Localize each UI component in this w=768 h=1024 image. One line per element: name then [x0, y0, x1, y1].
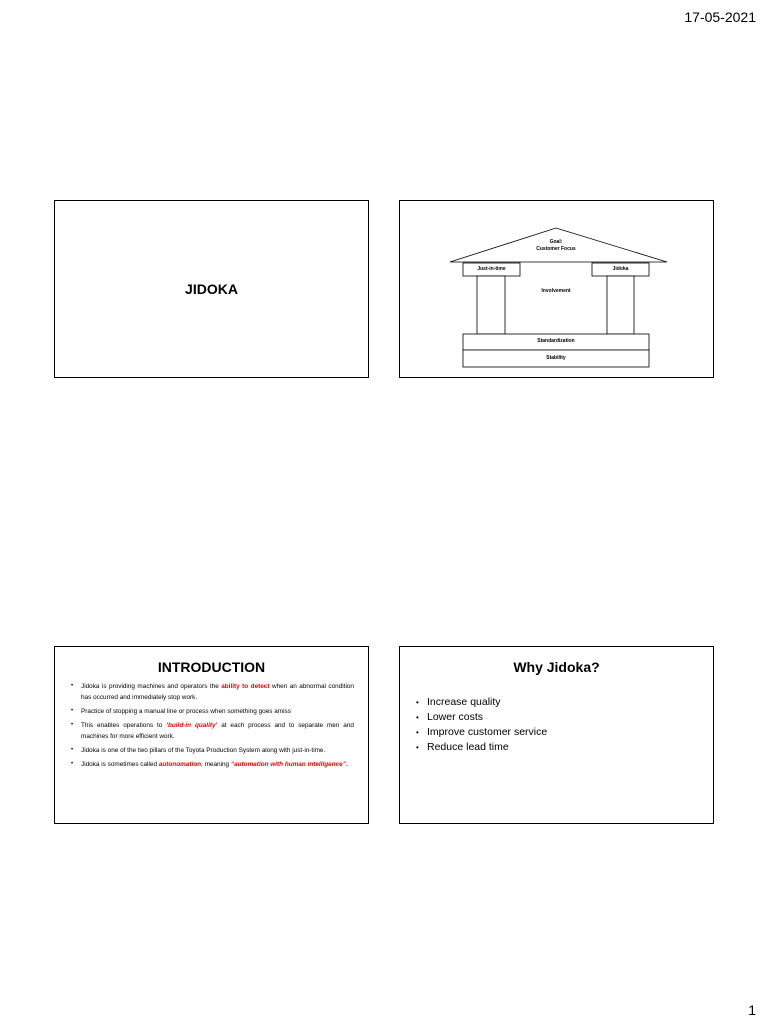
list-item: • Jidoka is providing machines and operators the ability to detect when an abnormal condition has occurred and immediately stop work. — [71, 681, 354, 703]
intro-bullet-list — [55, 681, 368, 770]
slide-why-jidoka — [399, 646, 714, 824]
list-item: • Lower costs — [416, 710, 713, 725]
standardization-label: Standardization — [537, 338, 575, 344]
slide-house-diagram — [399, 200, 714, 378]
list-item: • This enables operations to ‘build-in quality’ at each process and to separate men and machines for more efficient work. — [71, 720, 354, 742]
involvement-label: Involvement — [541, 288, 571, 294]
jidoka-label: Jidoka — [612, 266, 629, 272]
list-item: • Jidoka is sometimes called autonomation, meaning “automation with human intelligence”. — [71, 759, 354, 770]
stability-label: Stability — [546, 355, 566, 361]
list-item: • Improve customer service — [416, 725, 713, 740]
slide-title: Why Jidoka? — [513, 659, 600, 675]
why-bullet-list — [400, 695, 713, 755]
slide-title: INTRODUCTION — [157, 659, 266, 675]
slide-title: JIDOKA — [185, 281, 238, 297]
slide-introduction — [54, 646, 369, 824]
list-item: • Reduce lead time — [416, 740, 713, 755]
right-pillar — [607, 276, 634, 334]
list-item: • Practice of stopping a manual line or process when something goes amiss — [71, 706, 354, 717]
list-item: • Jidoka is one of the two pillars of the Toyota Production System along with just-in-time. — [71, 745, 354, 756]
just-in-time-label: Just-in-time — [477, 266, 506, 272]
left-pillar — [477, 276, 505, 334]
goal-label: Goal: Customer Focus — [536, 239, 576, 252]
page-date: 17-05-2021 — [684, 9, 756, 25]
list-item: • Increase quality — [416, 695, 713, 710]
slide-title-jidoka — [54, 200, 369, 378]
page-number: 1 — [748, 1002, 756, 1018]
